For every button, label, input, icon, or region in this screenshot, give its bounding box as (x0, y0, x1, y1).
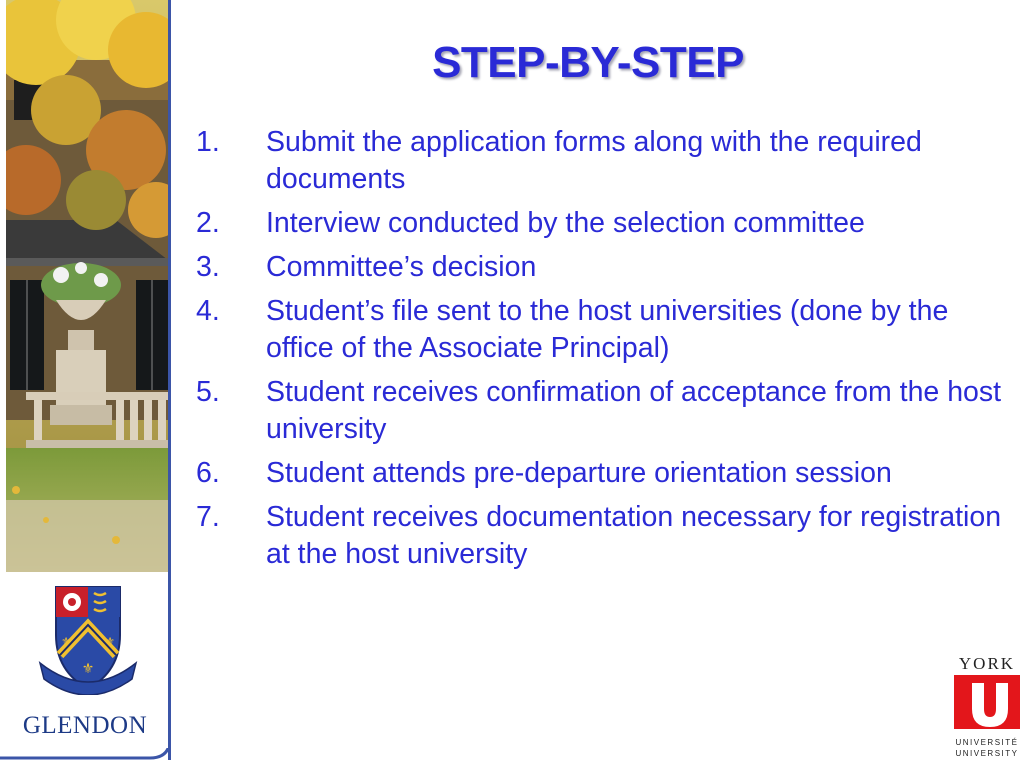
step-number: 7. (196, 501, 220, 533)
step-text: Student attends pre-departure orientation session (266, 457, 892, 489)
step-item (196, 455, 1008, 492)
step-item (196, 374, 1008, 448)
svg-text:⚜: ⚜ (105, 636, 115, 648)
step-number: 2. (196, 207, 220, 239)
step-text: Student receives confirmation of acceptance from the host university (266, 376, 1002, 445)
step-text: Interview conducted by the selection committee (266, 207, 865, 239)
step-item (196, 499, 1008, 573)
side-panel (0, 0, 172, 768)
step-number: 4. (196, 295, 220, 327)
glendon-crest (36, 585, 140, 695)
panel-border (168, 0, 171, 760)
york-logo (952, 654, 1022, 764)
step-item (196, 249, 1008, 286)
york-wordmark: YORK (958, 654, 1016, 673)
glendon-wordmark: GLENDON (22, 712, 148, 739)
step-item (196, 205, 1008, 242)
step-number: 5. (196, 376, 220, 408)
step-text: Committee’s decision (266, 251, 537, 283)
step-number: 6. (196, 457, 220, 489)
york-sub-fr: UNIVERSITÉ (955, 738, 1019, 747)
panel-bottom-curve (0, 748, 172, 768)
step-text: Student’s file sent to the host universities (done by the office of the Associate Principal) (266, 295, 949, 364)
york-sub-en: UNIVERSITY (955, 749, 1019, 758)
svg-text:⚜: ⚜ (61, 636, 71, 648)
york-u-icon (954, 675, 1020, 729)
crest-shield-icon (36, 585, 140, 695)
step-text: Submit the application forms along with the required documents (266, 126, 922, 195)
step-item (196, 293, 1008, 367)
step-text: Student receives documentation necessary for registration at the host university (266, 501, 1002, 570)
step-item (196, 124, 1008, 198)
svg-text:⚜: ⚜ (81, 662, 95, 677)
step-number: 3. (196, 251, 220, 283)
steps-list (196, 124, 1008, 580)
campus-photo (6, 0, 168, 572)
slide-title: STEP-BY-STEP (432, 38, 744, 87)
step-number: 1. (196, 126, 220, 158)
campus-photo-illustration (6, 0, 168, 572)
